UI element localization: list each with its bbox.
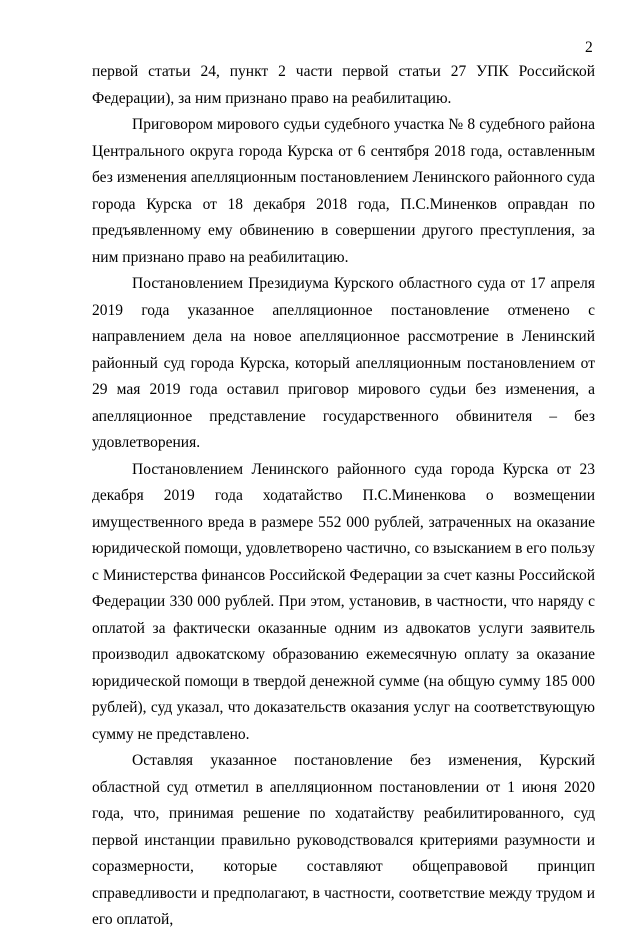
- page-number: 2: [585, 39, 593, 56]
- document-body: [92, 59, 595, 934]
- paragraph-continuation: первой статьи 24, пункт 2 части первой статьи 27 УПК Российской Федерации), за ним признано право на реабилитацию.: [92, 63, 595, 107]
- paragraph-presidium-ruling: Постановлением Президиума Курского областного суда от 17 апреля 2019 года указанное апелляционное постановление отменено с направлением дела на новое апелляционное рассмотрение в Ленинский районный суд города Курска, который апелляционным постановлением от 29 мая 2019 года оставил приговор мирового судьи без изменения, а апелляционное представление государственного обвинителя – без удовлетворения.: [92, 275, 595, 451]
- paragraph-regional-court-appeal: Оставляя указанное постановление без изменения, Курский областной суд отметил в апелляционном постановлении от 1 июня 2020 года, что, принимая решение по ходатайству реабилитированного, суд первой инстанции правильно руководствовался критериями разумности и соразмерности, которые составляют общеправовой принцип справедливости и предполагают, в частности, соответствие между трудом и его оплатой,: [92, 752, 595, 928]
- paragraph-district-court-ruling: Постановлением Ленинского районного суда города Курска от 23 декабря 2019 года ходатайство П.С.Миненкова о возмещении имущественного вреда в размере 552 000 рублей, затраченных на оказание юридической помощи, удовлетворено частично, со взысканием в его пользу с Министерства финансов Российской Федерации за счет казны Российской Федерации 330 000 рублей. При этом, установив, в частности, что наряду с оплатой за фактически оказанные одним из адвокатов услуги заявитель производил адвокатскому образованию ежемесячную оплату за оказание юридической помощи в твердой денежной сумме (на общую сумму 185 000 рублей), суд указал, что доказательств оказания услуг на соответствующую сумму не представлено.: [92, 460, 595, 743]
- paragraph-verdict: Приговором мирового судьи судебного участка № 8 судебного района Центрального округа города Курска от 6 сентября 2018 года, оставленным без изменения апелляционным постановлением Ленинского районного суда города Курска от 18 декабря 2018 года, П.С.Миненков оправдан по предъявленному ему обвинению в совершении другого преступления, за ним признано право на реабилитацию.: [92, 116, 595, 266]
